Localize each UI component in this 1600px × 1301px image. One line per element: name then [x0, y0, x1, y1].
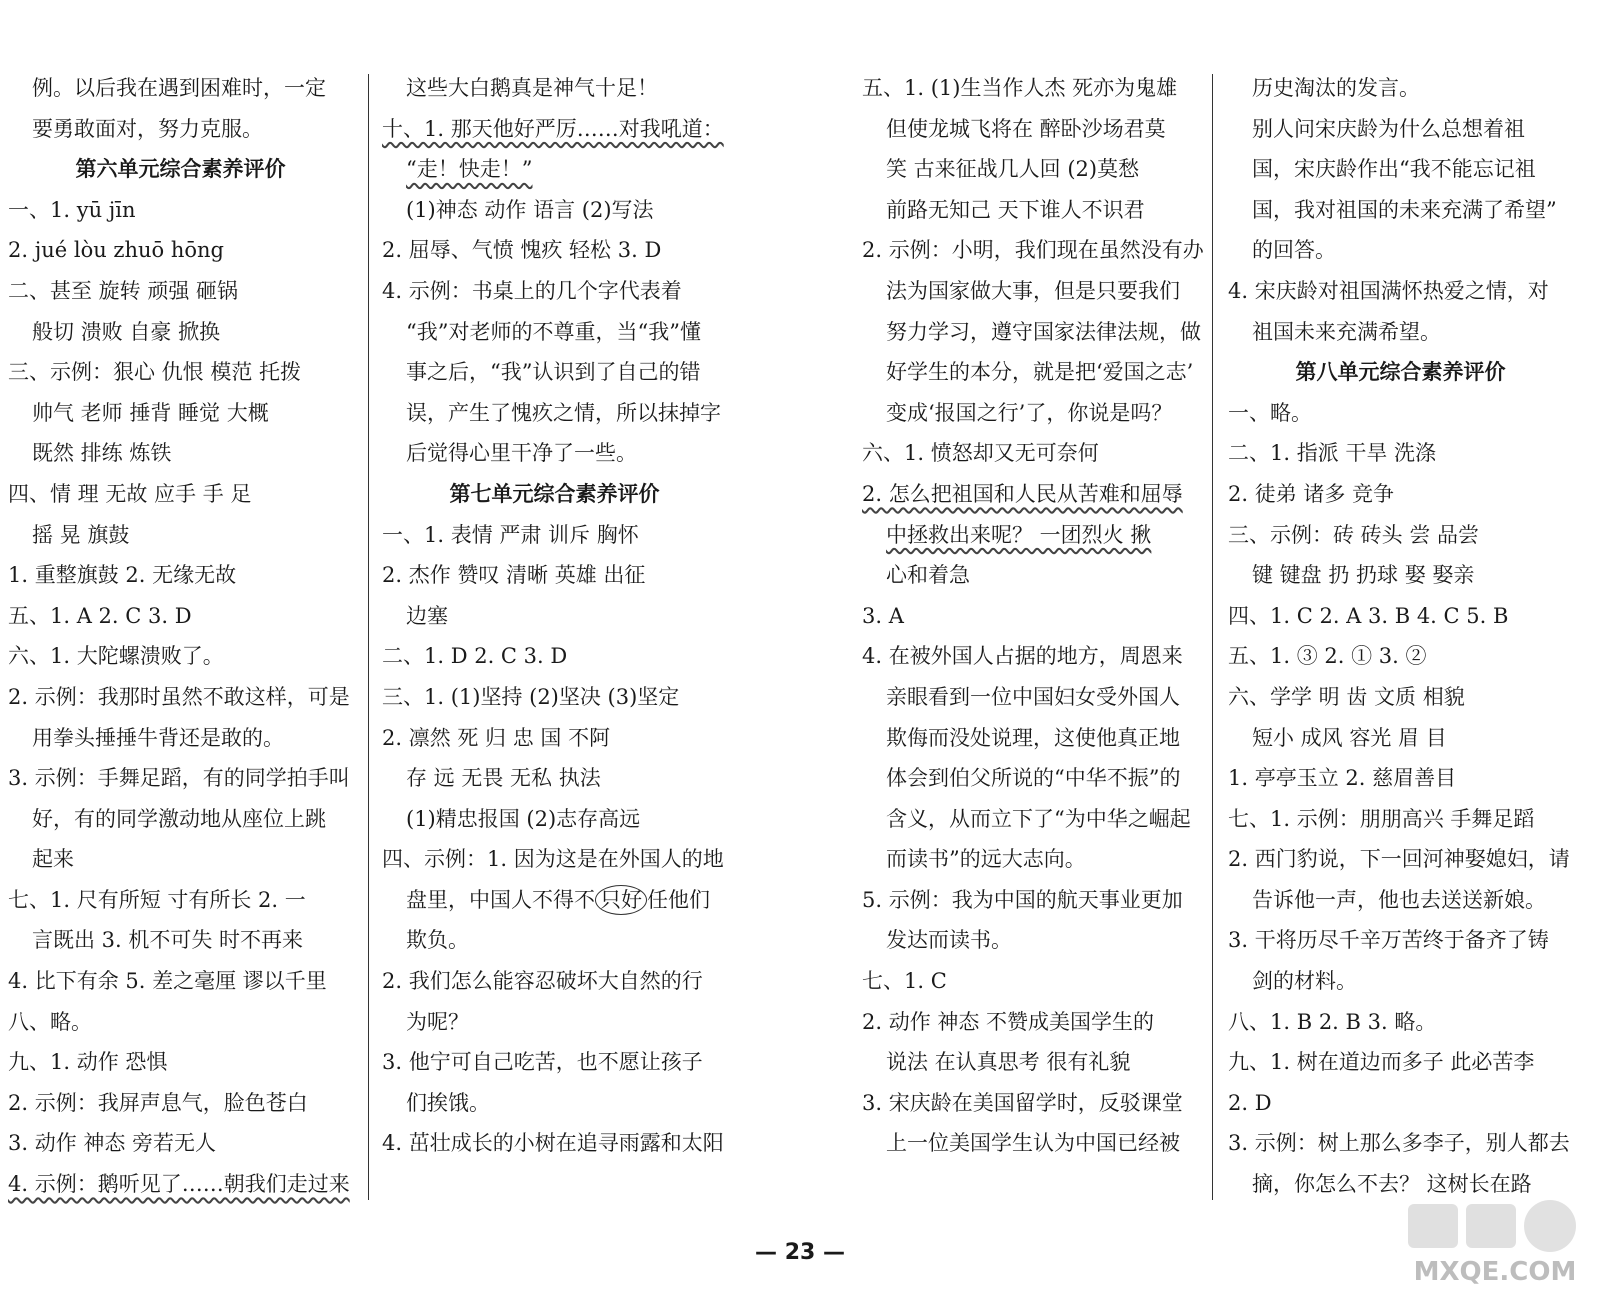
answer-line: 误，产生了愧疚之情，所以抹掉字: [406, 400, 721, 425]
answer-line: 4. 宋庆龄对祖国满怀热爱之情，对: [1228, 278, 1549, 303]
answer-line: 好学生的本分，就是把‘爱国之志’: [886, 360, 1194, 385]
answer-line: 2. 屈辱、气愤 愧疚 轻松 3. D: [382, 238, 662, 263]
answer-line: “走！快走！”: [406, 157, 533, 182]
answer-line: 三、1. (1)坚持 (2)坚决 (3)坚定: [382, 684, 680, 709]
answer-column-1: [8, 62, 353, 1199]
answer-line: 3. 宋庆龄在美国留学时，反驳课堂: [862, 1090, 1183, 1115]
answer-line: 变成‘报国之行’了，你说是吗？: [886, 400, 1173, 425]
answer-line: “我”对老师的不尊重，当“我”懂: [406, 319, 701, 344]
column-divider-left: [368, 74, 369, 1200]
section-title: 第六单元综合素养评价: [75, 157, 286, 182]
answer-line: 二、1. D 2. C 3. D: [382, 644, 568, 669]
answer-line: 六、1. 大陀螺溃败了。: [8, 644, 224, 669]
answer-line: 2. 动作 神态 不赞成美国学生的: [862, 1009, 1155, 1034]
answer-line: 七、1. 示例：朋朋高兴 手舞足蹈: [1228, 806, 1535, 831]
answer-line: 2. 西门豹说，下一回河神娶媳妇，请: [1228, 847, 1570, 872]
answer-line: 六、学学 明 齿 文质 相貌: [1228, 684, 1465, 709]
answer-line: 笑 古来征战几人回 (2)莫愁: [886, 157, 1140, 182]
answer-line: 中拯救出来呢？ 一团烈火 揪: [886, 522, 1152, 547]
answer-line: 好，有的同学激动地从座位上跳: [32, 806, 326, 831]
answer-line: 国，宋庆龄作出“我不能忘记祖: [1252, 157, 1536, 182]
answer-line: 摘，你怎么不去？ 这树长在路: [1252, 1172, 1532, 1197]
answer-line: 含义，从而立下了“为中华之崛起: [886, 806, 1191, 831]
answer-line: 盘里，中国人不得不 只好 任他们: [382, 874, 727, 915]
answer-line: 存 远 无畏 无私 执法: [406, 766, 601, 791]
answer-line: 般切 溃败 自豪 掀换: [32, 319, 221, 344]
answer-line: 2. 徒弟 诸多 竞争: [1228, 481, 1395, 506]
answer-line: 一、略。: [1228, 400, 1312, 425]
answer-line: 2. 示例：我屏声息气，脸色苍白: [8, 1090, 308, 1115]
answer-line: 一、1. 表情 严肃 训斥 胸怀: [382, 522, 639, 547]
answer-line: (1)精忠报国 (2)志存高远: [406, 806, 641, 831]
answer-line: 五、1. ③ 2. ① 3. ②: [1228, 644, 1427, 669]
answer-line: 3. A: [862, 603, 904, 628]
answer-line: 欺侮而没处说理，这使他真正地: [886, 725, 1180, 750]
answer-line: 边塞: [406, 603, 448, 628]
answer-line: 而读书”的远大志向。: [886, 847, 1086, 872]
answer-line: 摇 晃 旗鼓: [32, 522, 130, 547]
answer-line: 五、1. A 2. C 3. D: [8, 603, 192, 628]
answer-line: 2. 我们怎么能容忍破坏大自然的行: [382, 969, 703, 994]
answer-line: 四、情 理 无故 应手 手 足: [8, 481, 252, 506]
answer-line: 1. 重整旗鼓 2. 无缘无故: [8, 563, 237, 588]
answer-line: 体会到伯父所说的“中华不振”的: [886, 766, 1181, 791]
answer-line: 2. jué lòu zhuō hōng: [8, 238, 224, 263]
answer-line: 上一位美国学生认为中国已经被: [886, 1131, 1180, 1156]
answer-line: 帅气 老师 捶背 睡觉 大概: [32, 400, 269, 425]
answer-line: 七、1. 尺有所短 寸有所长 2. 一: [8, 887, 306, 912]
page-number: — 23 —: [755, 1240, 845, 1265]
answer-line: 们挨饿。: [406, 1090, 490, 1115]
answer-line: 亲眼看到一位中国妇女受外国人: [886, 684, 1180, 709]
answer-line: 2. 杰作 赞叹 清晰 英雄 出征: [382, 563, 646, 588]
answer-line: 四、示例：1. 因为这是在外国人的地: [382, 847, 724, 872]
answer-line: 3. 他宁可自己吃苦，也不愿让孩子: [382, 1050, 703, 1075]
answer-line: 努力学习，遵守国家法律法规，做: [886, 319, 1201, 344]
answer-line: 3. 干将历尽千辛万苦终于备齐了铸: [1228, 928, 1549, 953]
column-divider-right: [1212, 74, 1213, 1200]
answer-line: 二、1. 指派 干旱 洗涤: [1228, 441, 1437, 466]
answer-line: 2. 怎么把祖国和人民从苦难和屈辱: [862, 481, 1183, 506]
answer-line: 4. 示例：鹅听见了……朝我们走过来: [8, 1172, 350, 1197]
answer-line: 2. D: [1228, 1090, 1272, 1115]
section-title: 第七单元综合素养评价: [449, 481, 660, 506]
answer-line: 剑的材料。: [1252, 969, 1357, 994]
answer-line: 发达而读书。: [886, 928, 1012, 953]
answer-line: 5. 示例：我为中国的航天事业更加: [862, 887, 1183, 912]
answer-line: 4. 比下有余 5. 差之毫厘 谬以千里: [8, 969, 327, 994]
answer-line: 用拳头捶捶牛背还是敢的。: [32, 725, 284, 750]
watermark-logo: [1400, 1190, 1590, 1295]
answer-line: 既然 排练 炼铁: [32, 441, 172, 466]
answer-line: 例。以后我在遇到困难时，一定: [32, 76, 326, 100]
answer-line: 说法 在认真思考 很有礼貌: [886, 1050, 1131, 1075]
answer-line: 祖国未来充满希望。: [1252, 319, 1441, 344]
answer-line: 心和着急: [886, 563, 970, 588]
answer-line: 三、示例：砖 砖头 尝 品尝: [1228, 522, 1480, 547]
section-title: 第八单元综合素养评价: [1295, 360, 1506, 385]
answer-line: 九、1. 动作 恐惧: [8, 1050, 168, 1075]
answer-line: 五、1. (1)生当作人杰 死亦为鬼雄: [862, 76, 1178, 100]
answer-line: 的回答。: [1252, 238, 1336, 263]
answer-line: 键 键盘 扔 扔球 娶 娶亲: [1252, 563, 1475, 588]
answer-line: 这些大白鹅真是神气十足！: [406, 76, 658, 100]
answer-line: 法为国家做大事，但是只要我们: [886, 278, 1180, 303]
answer-line: 欺负。: [406, 928, 469, 953]
circled-word: 只好: [595, 885, 647, 915]
answer-line: 九、1. 树在道边而多子 此必苦李: [1228, 1050, 1535, 1075]
watermark-url: MXQE.COM: [1413, 1257, 1577, 1287]
answer-line: 四、1. C 2. A 3. B 4. C 5. B: [1228, 603, 1509, 628]
answer-line: 十、1. 那天他好严厉……对我吼道：: [382, 116, 724, 141]
answer-line: 要勇敢面对，努力克服。: [32, 116, 263, 141]
answer-line: 短小 成风 容光 眉 目: [1252, 725, 1447, 750]
answer-line: 七、1. C: [862, 969, 947, 994]
answer-line: 起来: [32, 847, 74, 872]
answer-line: 一、1. yū jīn: [8, 197, 136, 222]
answer-line: 3. 示例：树上那么多李子，别人都去: [1228, 1131, 1570, 1156]
answer-column-2: [382, 62, 727, 1158]
answer-line: 别人问宋庆龄为什么总想着祖: [1252, 116, 1525, 141]
answer-line: 2. 示例：小明，我们现在虽然没有办: [862, 238, 1204, 263]
answer-line: 1. 亭亭玉立 2. 慈眉善目: [1228, 766, 1457, 791]
answer-line: 事之后，“我”认识到了自己的错: [406, 360, 701, 385]
answer-line: 为呢？: [406, 1009, 469, 1034]
answer-line: 4. 示例：书桌上的几个字代表着: [382, 278, 682, 303]
answer-line: 前路无知己 天下谁人不识君: [886, 197, 1145, 222]
answer-column-4: [1228, 62, 1573, 1199]
answer-line: 4. 在被外国人占据的地方，周恩来: [862, 644, 1183, 669]
answer-line: 八、1. B 2. B 3. 略。: [1228, 1009, 1437, 1034]
answer-line: 二、甚至 旋转 顽强 砸锅: [8, 278, 239, 303]
answer-line: 后觉得心里干净了一些。: [406, 441, 637, 466]
answer-line: 3. 动作 神态 旁若无人: [8, 1131, 217, 1156]
answer-line: 三、示例：狠心 仇恨 模范 托拨: [8, 360, 302, 385]
answer-line: 但使龙城飞将在 醉卧沙场君莫: [886, 116, 1166, 141]
answer-line: 2. 凛然 死 归 忠 国 不阿: [382, 725, 611, 750]
answer-line: 告诉他一声，他也去送送新娘。: [1252, 887, 1546, 912]
answer-column-3: [862, 62, 1202, 1158]
answer-line: 4. 茁壮成长的小树在追寻雨露和太阳: [382, 1131, 724, 1156]
answer-line: 历史淘汰的发言。: [1252, 76, 1420, 100]
answer-line: 3. 示例：手舞足蹈，有的同学拍手叫: [8, 766, 350, 791]
answer-line: 八、略。: [8, 1009, 92, 1034]
answer-line: 国，我对祖国的未来充满了希望”: [1252, 197, 1557, 222]
answer-line: (1)神态 动作 语言 (2)写法: [406, 197, 654, 222]
answer-line: 言既出 3. 机不可失 时不再来: [32, 928, 304, 953]
answer-line: 2. 示例：我那时虽然不敢这样，可是: [8, 684, 350, 709]
answer-line: 六、1. 愤怒却又无可奈何: [862, 441, 1099, 466]
